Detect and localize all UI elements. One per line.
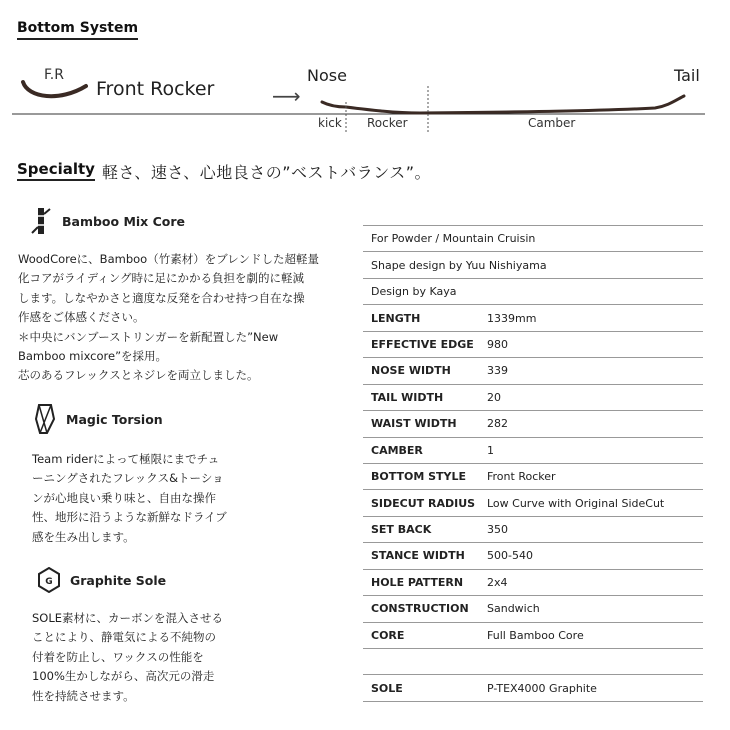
spec-value: 282 — [487, 417, 508, 431]
table-row — [363, 675, 703, 701]
feature-line: 感を生み出します。 — [32, 529, 135, 544]
spec-key: BOTTOM STYLE — [371, 470, 467, 484]
feature-title: Graphite Sole — [70, 572, 167, 588]
feature-line: ことにより、静電気による不純物の — [32, 630, 216, 645]
spec-value: 20 — [487, 390, 501, 404]
table-row — [363, 464, 703, 490]
arrow-right-icon: ⟶ — [272, 84, 301, 108]
spec-value: 350 — [487, 523, 508, 537]
feature-line: ンが心地良い乗り味と、自由な操作 — [32, 490, 216, 505]
spec-key: WAIST WIDTH — [371, 417, 457, 431]
spec-value: P-TEX4000 Graphite — [487, 681, 597, 695]
spec-key: SET BACK — [371, 523, 432, 537]
spec-intro: Design by Kaya — [371, 285, 457, 299]
spec-key: NOSE WIDTH — [371, 364, 451, 378]
feature-line: 性、地形に沿うような新鮮なドライブ — [32, 510, 227, 525]
spec-value: Full Bamboo Core — [487, 628, 584, 642]
feature-line: ーニングされたフレックス&トーショ — [32, 471, 224, 486]
nose-label: Nose — [307, 66, 347, 85]
feature-line: 性を持続させます。 — [32, 688, 135, 703]
feature-line: SOLE素材に、カーボンを混入させる — [32, 611, 224, 625]
specialty-tagline: 軽さ、速さ、心地良さの”ベストバランス”。 — [102, 163, 431, 182]
table-row — [363, 649, 703, 675]
zone-rocker-label: Rocker — [367, 116, 408, 130]
feature-bamboo-mix-core — [28, 206, 185, 236]
spec-key: CAMBER — [371, 443, 423, 457]
feature-description — [18, 250, 336, 386]
table-row — [363, 543, 703, 569]
spec-key: CONSTRUCTION — [371, 602, 469, 616]
feature-line: 芯のあるフレックスとネジレを両立しました。 — [18, 368, 259, 383]
profile-name: Front Rocker — [96, 78, 215, 100]
spec-key: STANCE WIDTH — [371, 549, 465, 563]
tail-label: Tail — [674, 66, 700, 85]
feature-title: Bamboo Mix Core — [62, 213, 186, 229]
feature-line: 100%生かしながら、高次元の滑走 — [32, 669, 215, 684]
feature-description — [32, 609, 242, 706]
feature-description — [32, 450, 242, 547]
feature-line: ＊中央にバンブーストリンガーを新配置した”New — [18, 329, 279, 344]
zone-kick-label: kick — [318, 116, 342, 130]
table-row — [363, 411, 703, 437]
spec-key: TAIL WIDTH — [371, 390, 444, 404]
spec-value: Sandwich — [487, 602, 540, 616]
table-row — [363, 570, 703, 596]
graphite-hex-icon — [36, 565, 62, 595]
board-profile-diagram — [0, 86, 730, 136]
spec-value: Low Curve with Original SideCut — [487, 496, 665, 510]
spec-intro: For Powder / Mountain Cruisin — [371, 232, 536, 246]
table-row — [363, 385, 703, 411]
svg-text:G: G — [45, 577, 53, 587]
table-row — [363, 358, 703, 384]
table-row — [363, 517, 703, 543]
feature-graphite-sole — [36, 565, 166, 595]
table-row — [363, 490, 703, 516]
spec-key: SOLE — [371, 681, 403, 695]
spec-value: 339 — [487, 364, 508, 378]
spec-intro-row — [363, 279, 703, 305]
spec-value: 1 — [487, 443, 494, 457]
feature-title: Magic Torsion — [66, 411, 163, 427]
spec-value: 2x4 — [487, 575, 508, 589]
spec-key: HOLE PATTERN — [371, 575, 464, 589]
feature-line: します。しなやかさと適度な反発を合わせ持つ自在な操 — [18, 290, 305, 305]
bamboo-icon — [28, 206, 54, 236]
table-row — [363, 305, 703, 331]
spec-value: 500-540 — [487, 549, 533, 563]
table-row — [363, 623, 703, 649]
specialty-title: Specialty — [17, 161, 95, 181]
table-row — [363, 332, 703, 358]
spec-table — [363, 225, 703, 702]
feature-line: 付着を防止し、ワックスの性能を — [32, 649, 204, 664]
feature-line: Team riderによって極限にまでチュ — [32, 452, 220, 466]
zone-camber-label: Camber — [528, 116, 576, 130]
feature-line: 作感をご体感ください。 — [18, 310, 145, 325]
feature-line: WoodCoreに、Bamboo（竹素材）をブレンドした超軽量 — [18, 252, 319, 266]
spec-key: EFFECTIVE EDGE — [371, 337, 474, 351]
spec-value: 980 — [487, 337, 508, 351]
table-row — [363, 596, 703, 622]
spec-value: Front Rocker — [487, 470, 556, 484]
spec-value: 1339mm — [487, 311, 537, 325]
spec-intro-row — [363, 226, 703, 252]
spec-intro: Shape design by Yuu Nishiyama — [371, 258, 547, 272]
torsion-icon — [32, 404, 58, 434]
feature-magic-torsion — [32, 404, 163, 434]
spec-key: SIDECUT RADIUS — [371, 496, 476, 510]
table-row — [363, 438, 703, 464]
spec-intro-row — [363, 252, 703, 278]
feature-line: 化コアがライディング時に足にかかる負担を劇的に軽減 — [18, 271, 305, 286]
front-rocker-abbrev: F.R — [44, 67, 64, 83]
bottom-system-title: Bottom System — [17, 20, 138, 40]
spec-key: CORE — [371, 628, 405, 642]
spec-key: LENGTH — [371, 311, 421, 325]
feature-line: Bamboo mixcore”を採用。 — [18, 349, 168, 364]
